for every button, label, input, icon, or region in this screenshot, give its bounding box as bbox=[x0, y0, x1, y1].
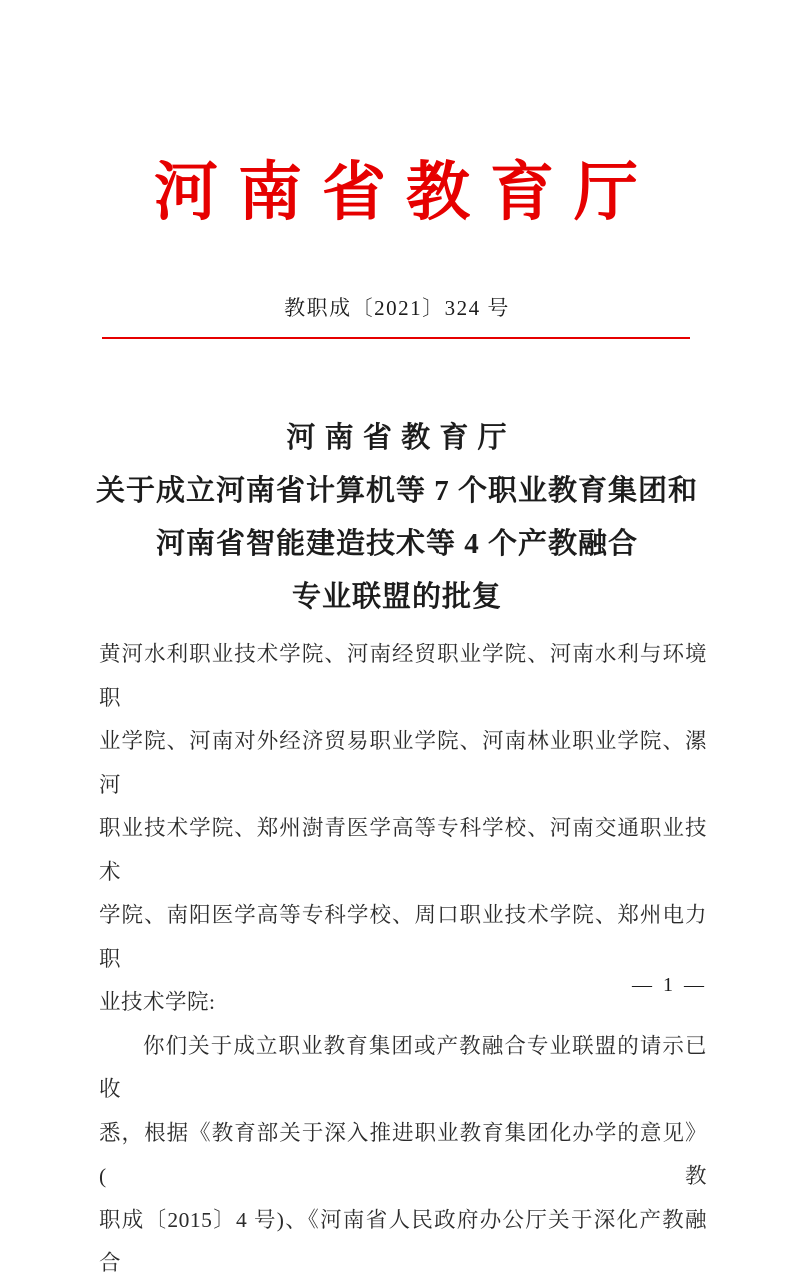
body-line: 学院、南阳医学高等专科学校、周口职业技术学院、郑州电力职 bbox=[99, 903, 707, 971]
body-line: 悉，根据《教育部关于深入推进职业教育集团化办学的意见》(教 bbox=[99, 1120, 707, 1188]
body-line: 职业技术学院、郑州澍青医学高等专科学校、河南交通职业技术 bbox=[99, 816, 707, 884]
document-title-line-2: 关于成立河南省计算机等 7 个职业教育集团和 bbox=[95, 475, 698, 507]
red-divider-line bbox=[102, 337, 690, 339]
page-number: — 1 — bbox=[632, 974, 707, 996]
document-title bbox=[0, 412, 794, 624]
document-title-line-1: 河 南 省 教 育 厅 bbox=[286, 422, 508, 454]
body-line: 你们关于成立职业教育集团或产教融合专业联盟的请示已收 bbox=[99, 1033, 707, 1101]
body-line: 业学院、河南对外经济贸易职业学院、河南林业职业学院、漯河 bbox=[99, 729, 707, 797]
document-number: 教职成〔2021〕324 号 bbox=[284, 296, 510, 320]
body-line: 黄河水利职业技术学院、河南经贸职业学院、河南水利与环境职 bbox=[99, 642, 707, 710]
body-line: 职成〔2015〕4 号)、《河南省人民政府办公厅关于深化产教融合 bbox=[99, 1207, 707, 1275]
agency-letterhead: 河 南 省 教 育 厅 bbox=[154, 157, 640, 228]
body-line: 业技术学院: bbox=[99, 990, 216, 1014]
document-title-line-4: 专业联盟的批复 bbox=[291, 581, 502, 613]
document-title-line-3: 河南省智能建造技术等 4 个产教融合 bbox=[155, 528, 638, 560]
document-body bbox=[99, 633, 707, 1286]
